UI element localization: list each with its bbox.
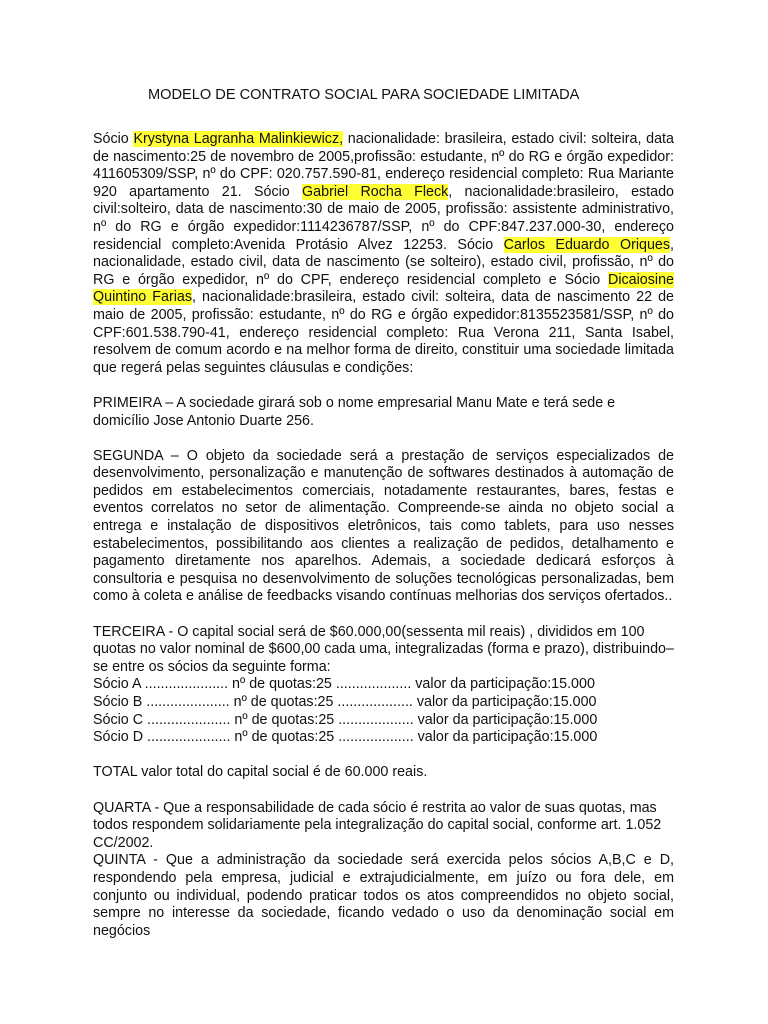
intro-text-4: , nacionalidade, estado civil, data de nascimento (se solteiro), estado civil, profissão, nº do RG e órgão expedidor, nº do CPF, endereço residencial completo e Sócio bbox=[93, 236, 674, 288]
intro-text-1: Sócio bbox=[93, 131, 134, 147]
intro-paragraph bbox=[93, 131, 674, 377]
highlighted-name-2: Gabriel Rocha Fleck bbox=[302, 183, 449, 200]
quota-row: Sócio D ..................... nº de quotas:25 ................... valor da participação:15.000 bbox=[93, 729, 598, 746]
document-title: MODELO DE CONTRATO SOCIAL PARA SOCIEDADE LIMITADA bbox=[148, 87, 580, 103]
highlighted-name-1: Krystyna Lagranha Malinkiewicz, bbox=[133, 131, 344, 147]
highlighted-name-3: Carlos Eduardo Oriques bbox=[503, 236, 671, 253]
highlighted-name-4: Dicaiosine Quintino Farias bbox=[93, 271, 674, 306]
clause-quarta: QUARTA - Que a responsabilidade de cada sócio é restrita ao valor de suas quotas, mas todos respondem solidariamente pela integralização do capital social, conforme art. 1.052 CC/2002. bbox=[93, 799, 662, 851]
intro-text-2: nacionalidade: brasileira, estado civil: solteira, data de nascimento:25 de novembro de 2005,profissão: estudante, nº do RG e órgão expedidor: 411605309/SSP, nº do CPF: 020.757.590-81, endereço residencial completo: Rua Mariante 920 apartamento 21. Sócio bbox=[93, 131, 674, 200]
clause-segunda: SEGUNDA – O objeto da sociedade será a prestação de serviços especializados de desenvolvimento, personalização e manutenção de softwares destinados à automação de pedidos em estabelecimentos comerciais, notadamente restaurantes, bares, festas e eventos correlatos no setor de alimentação. Compreende-se ainda no objeto social a entrega e instalação de dispositivos eletrônicos, tais como tablets, para uso nesses estabelecimentos, possibilitando aos clientes a realização de pedidos, detalhamento e pagamento diretamente nos aparelhos. Ademais, a sociedade dedicará esforços à consultoria e pesquisa no desenvolvimento de soluções tecnológicas personalizadas, bem como à coleta e análise de feedbacks visando contínuas melhorias dos serviços ofertados.. bbox=[93, 447, 674, 605]
quota-row: Sócio A ..................... nº de quotas:25 ................... valor da participação:15.000 bbox=[93, 676, 595, 693]
intro-text-5: , nacionalidade:brasileira, estado civil: solteira, data de nascimento 22 de maio de 2005, profissão: estudante, nº do RG e órgão expedidor:8135523581/SSP, nº do CPF:601.538.790-41, endereço residencial completo: Rua Verona 211, Santa Isabel, resolvem de comum acordo e na melhor forma de direito, constituir uma sociedade limitada que regerá pelas seguintes cláusulas e condições: bbox=[93, 289, 674, 376]
quota-table bbox=[93, 676, 674, 746]
capital-total: TOTAL valor total do capital social é de 60.000 reais. bbox=[93, 764, 428, 781]
intro-text-3: , nacionalidade:brasileiro, estado civil:solteiro, data de nascimento:30 de maio de 2005, profissão: assistente administrativo, nº do RG e órgão expedidor:1114236787/SSP, nº do CPF:847.237.000-30, endereço residencial completo:Avenida Protásio Alvez 12253. Sócio bbox=[93, 183, 674, 253]
quota-row: Sócio B ..................... nº de quotas:25 ................... valor da participação:15.000 bbox=[93, 694, 597, 710]
quota-row: Sócio C ..................... nº de quotas:25 ................... valor da participação:15.000 bbox=[93, 711, 598, 728]
clause-terceira: TERCEIRA - O capital social será de $60.000,00(sessenta mil reais) , divididos em 100 quotas no valor nominal de $600,00 cada uma, integralizadas (forma e prazo), distribuindo–se entre os sócios da seguinte forma: bbox=[93, 623, 674, 675]
clause-quinta: QUINTA - Que a administração da sociedade será exercida pelos sócios A,B,C e D, respondendo pela empresa, judicial e extrajudicialmente, em juízo ou fora dele, em conjunto ou individual, podendo praticar todos os atos compreendidos no objeto social, sempre no interesse da sociedade, ficando vedado o uso da denominação social em negócios bbox=[93, 852, 674, 939]
clause-primeira: PRIMEIRA – A sociedade girará sob o nome empresarial Manu Mate e terá sede e domicílio Jose Antonio Duarte 256. bbox=[93, 394, 616, 429]
